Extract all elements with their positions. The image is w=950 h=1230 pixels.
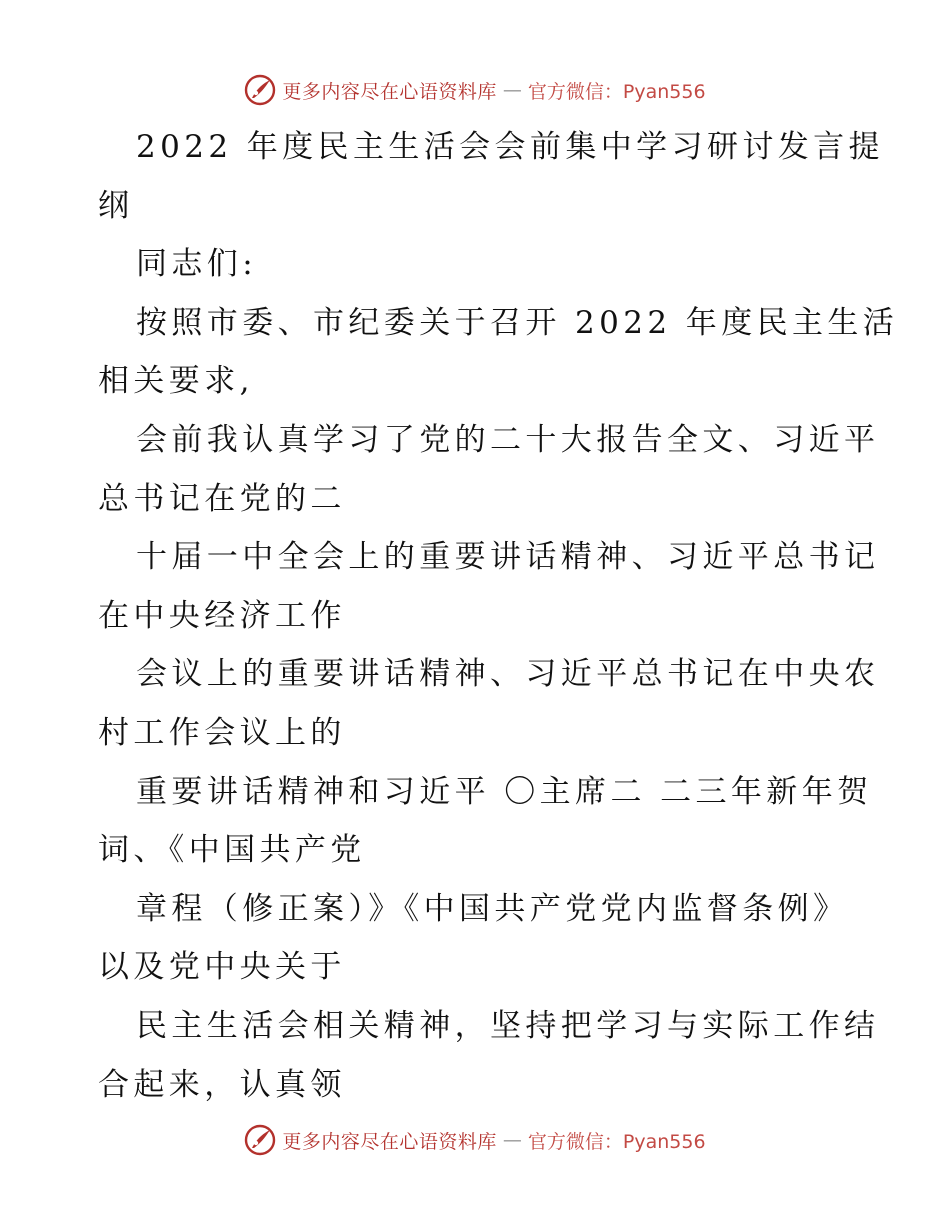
text-line: 会前我认真学习了党的二十大报告全文、习近平 bbox=[136, 421, 880, 458]
watermark-text: 更多内容尽在心语资料库 bbox=[282, 1130, 497, 1153]
salutation: 同志们: bbox=[136, 246, 258, 283]
quill-logo-icon bbox=[244, 74, 276, 106]
text-line: 相关要求, bbox=[98, 363, 254, 400]
watermark-contact: 官方微信：Pyan556 bbox=[527, 80, 706, 103]
text-line: 章程（修正案）》《中国共产党党内监督条例》 bbox=[136, 890, 849, 927]
document-body bbox=[98, 118, 899, 1114]
watermark-text: 更多内容尽在心语资料库 bbox=[282, 80, 497, 103]
text-line: 会议上的重要讲话精神、习近平总书记在中央农 bbox=[136, 656, 880, 693]
header-watermark bbox=[0, 74, 950, 106]
footer-watermark bbox=[0, 1124, 950, 1156]
text-line: 十届一中全会上的重要讲话精神、习近平总书记 bbox=[136, 539, 880, 576]
text-line: 按照市委、市纪委关于召开 2022 年度民主生活 bbox=[136, 304, 899, 341]
quill-logo-icon bbox=[244, 1124, 276, 1156]
watermark-separator: — bbox=[502, 79, 522, 101]
text-line: 总书记在党的二 bbox=[98, 480, 346, 517]
text-line: 合起来，认真领 bbox=[98, 1066, 346, 1103]
text-line: 村工作会议上的 bbox=[98, 714, 346, 751]
title-line: 纲 bbox=[98, 187, 134, 224]
text-line: 重要讲话精神和习近平 〇主席二 二三年新年贺 bbox=[136, 773, 873, 810]
watermark-separator: — bbox=[502, 1129, 522, 1151]
title-line: 2022 年度民主生活会会前集中学习研讨发言提 bbox=[136, 129, 884, 165]
text-line: 民主生活会相关精神，坚持把学习与实际工作结 bbox=[136, 1007, 880, 1044]
watermark-contact: 官方微信：Pyan556 bbox=[527, 1130, 706, 1153]
text-line: 在中央经济工作 bbox=[98, 597, 346, 634]
text-line: 以及党中央关于 bbox=[98, 949, 346, 986]
text-line: 词、《中国共产党 bbox=[98, 832, 366, 869]
